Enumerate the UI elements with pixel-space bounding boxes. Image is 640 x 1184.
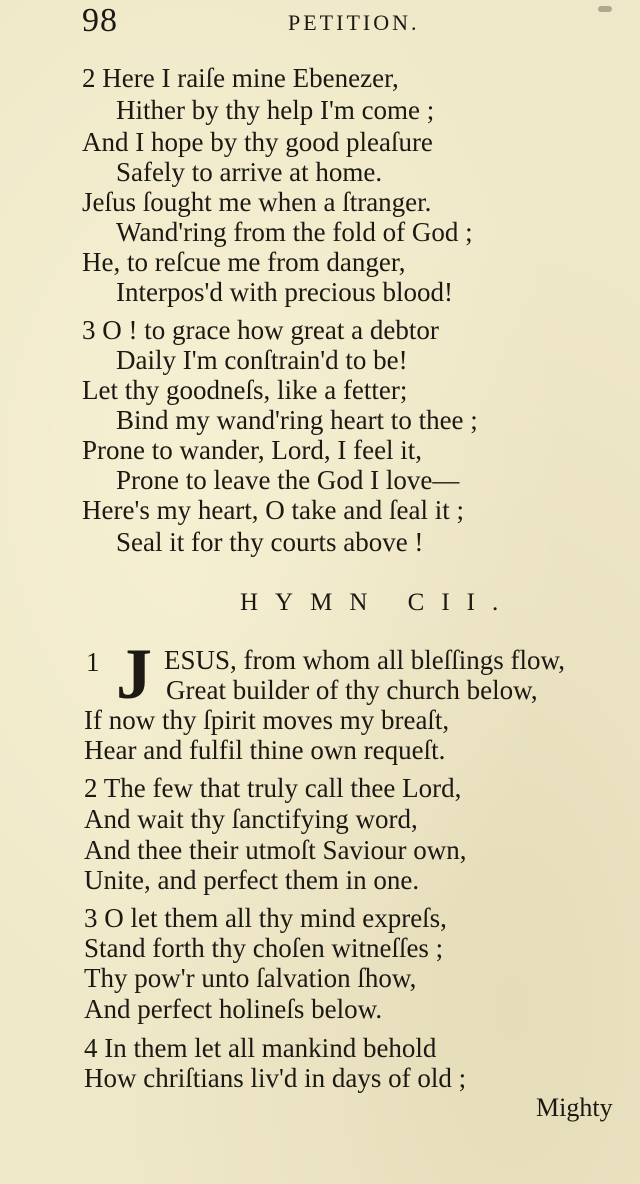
hymn-title: HYMN CII.	[240, 589, 516, 616]
ink-smudge	[598, 6, 612, 12]
verse-line: Thy pow'r unto ſalvation ſhow,	[84, 963, 417, 993]
verse-line: Seal it for thy courts above !	[116, 527, 424, 557]
verse-line: And I hope by thy good pleaſure	[82, 127, 433, 157]
verse-line: How chriſtians liv'd in days of old ;	[84, 1063, 467, 1093]
verse-line: ESUS, from whom all bleſſings flow,	[164, 645, 565, 675]
verse-line: Hear and fulfil thine own requeſt.	[84, 735, 446, 765]
verse-line: Unite, and perfect them in one.	[84, 865, 420, 895]
running-head: PETITION.	[288, 10, 420, 35]
verse-line: Safely to arrive at home.	[116, 157, 383, 187]
verse-line: Interpos'd with precious blood!	[116, 277, 454, 307]
verse-line: Here's my heart, O take and ſeal it ;	[82, 495, 464, 525]
verse-line: 3 O let them all thy mind expreſs,	[84, 903, 447, 933]
verse-line: Hither by thy help I'm come ;	[116, 95, 435, 125]
drop-cap: J	[116, 634, 152, 714]
verse-line: 3 O ! to grace how great a debtor	[82, 315, 439, 345]
verse-line: 2 Here I raiſe mine Ebenezer,	[82, 63, 399, 93]
verse-line: Jeſus ſought me when a ſtranger.	[82, 187, 432, 217]
catchword: Mighty	[536, 1093, 613, 1122]
verse-line: Stand forth thy choſen witneſſes ;	[84, 933, 444, 963]
verse-line: Let thy goodneſs, like a fetter;	[82, 375, 408, 405]
verse-line: Prone to leave the God I love—	[116, 465, 460, 495]
verse-line: And thee their utmoſt Saviour own,	[84, 835, 467, 865]
verse-line: And wait thy ſanctifying word,	[84, 804, 418, 834]
stanza-number: 1	[86, 647, 100, 677]
verse-line: Bind my wand'ring heart to thee ;	[116, 405, 478, 435]
verse-line: Great builder of thy church below,	[166, 675, 538, 705]
verse-line: If now thy ſpirit moves my breaſt,	[84, 705, 450, 735]
verse-line: Prone to wander, Lord, I feel it,	[82, 435, 423, 465]
verse-line: And perfect holineſs below.	[84, 994, 383, 1024]
verse-line: Daily I'm conſtrain'd to be!	[116, 345, 408, 375]
verse-line: 2 The few that truly call thee Lord,	[84, 773, 462, 803]
page-number: 98	[82, 2, 118, 39]
verse-line: He, to reſcue me from danger,	[82, 247, 406, 277]
verse-line: Wand'ring from the fold of God ;	[116, 217, 473, 247]
verse-line: 4 In them let all mankind behold	[84, 1033, 437, 1063]
